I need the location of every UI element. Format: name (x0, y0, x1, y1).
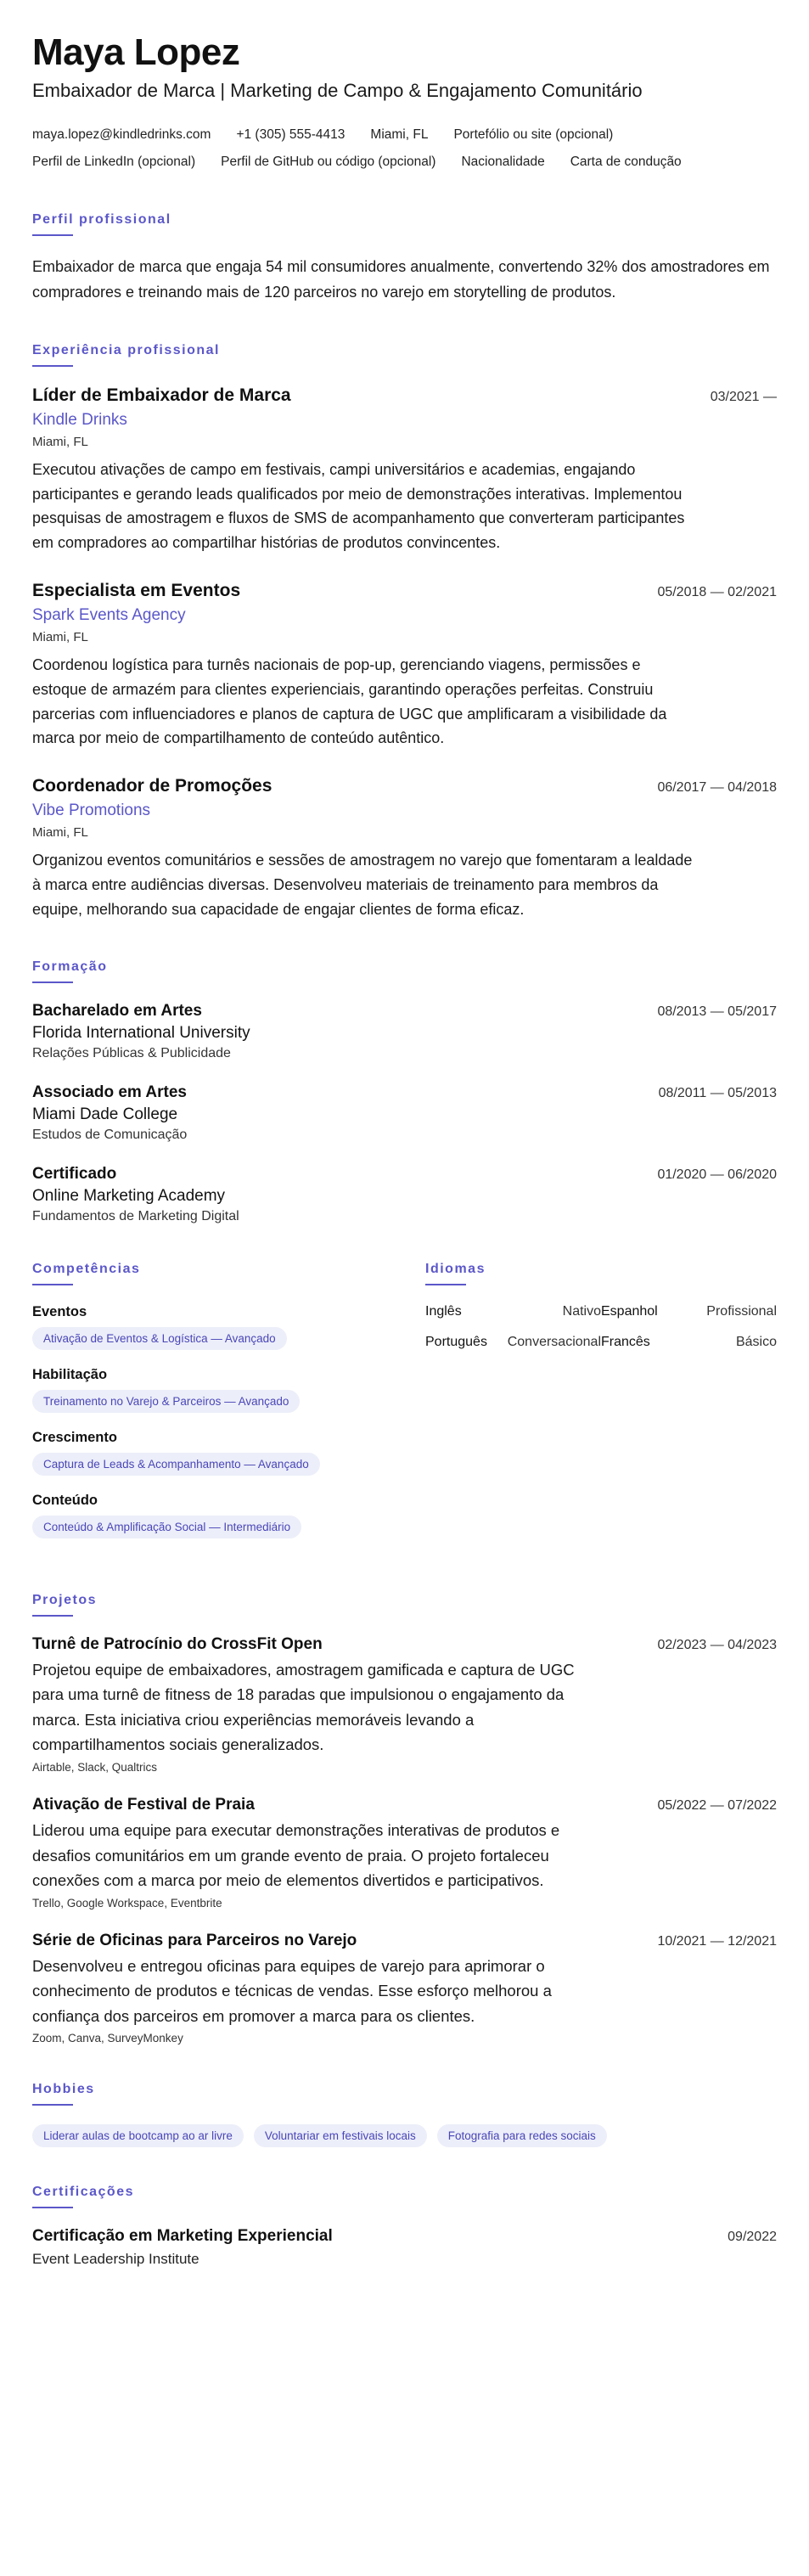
job-location: Miami, FL (32, 629, 88, 644)
project-entry (32, 1796, 777, 1910)
section-title: Idiomas (425, 1261, 486, 1276)
education-entry (32, 1165, 777, 1224)
language-name: Espanhol (601, 1303, 658, 1319)
hobby-chip: Fotografia para redes sociais (437, 2124, 607, 2147)
contact-github[interactable]: Perfil de GitHub ou código (opcional) (221, 155, 436, 170)
skill-chip: Conteúdo & Amplificação Social — Intermediário (32, 1516, 301, 1538)
job-date: 05/2018 — 02/2021 (657, 584, 777, 599)
skill-name: Habilitação (32, 1366, 108, 1382)
skill-group (32, 1493, 425, 1538)
skill-name: Crescimento (32, 1429, 117, 1445)
contact-portfolio[interactable]: Portefólio ou site (opcional) (453, 127, 614, 143)
contact-driving-license: Carta de condução (570, 155, 682, 170)
certification-date: 09/2022 (728, 2230, 777, 2245)
skill-name: Conteúdo (32, 1492, 98, 1508)
section-divider (32, 1284, 73, 1285)
education-date: 08/2013 — 05/2017 (657, 1004, 777, 1019)
contact-nationality: Nacionalidade (461, 155, 545, 170)
summary-text: Embaixador de marca que engaja 54 mil consumidores anualmente, convertendo 32% dos amostradores em compradores e treinando mais de 120 parceiros no varejo em storytelling de produtos. (32, 258, 770, 301)
language-name: Inglês (425, 1303, 462, 1319)
certifications-section (32, 2185, 777, 2268)
job-description: Organizou eventos comunitários e sessões de amostragem no varejo que fomentaram a lealdade à marca entre audiências diversas. Desenvolveu materiais de treinamento para membros da equipe, melhorando sua capacidade de engajar clientes de forma eficaz. (32, 852, 693, 918)
language-level: Nativo (562, 1303, 601, 1319)
hobbies-section (32, 2082, 777, 2147)
project-title: Série de Oficinas para Parceiros no Varejo (32, 1931, 357, 1949)
education-field: Estudos de Comunicação (32, 1127, 188, 1142)
skill-chip: Ativação de Eventos & Logística — Avançado (32, 1327, 287, 1350)
project-date: 02/2023 — 04/2023 (657, 1637, 777, 1652)
job-title: Líder de Embaixador de Marca (32, 385, 291, 405)
section-divider (32, 1615, 73, 1617)
education-degree: Certificado (32, 1164, 117, 1183)
education-date: 01/2020 — 06/2020 (657, 1167, 777, 1182)
hobby-chip: Voluntariar em festivais locais (254, 2124, 427, 2147)
skill-chip: Treinamento no Varejo & Parceiros — Avançado (32, 1390, 300, 1413)
education-school: Miami Dade College (32, 1105, 178, 1123)
skill-name: Eventos (32, 1303, 87, 1319)
languages-section (425, 1262, 777, 1555)
certification-title: Certificação em Marketing Experiencial (32, 2227, 333, 2246)
project-tools: Airtable, Slack, Qualtrics (32, 1760, 158, 1774)
contact-phone[interactable]: +1 (305) 555-4413 (236, 127, 346, 143)
project-title: Turnê de Patrocínio do CrossFit Open (32, 1634, 323, 1653)
project-date: 10/2021 — 12/2021 (657, 1933, 777, 1949)
section-divider (425, 1284, 466, 1285)
job-company[interactable]: Kindle Drinks (32, 410, 127, 429)
job-company[interactable]: Spark Events Agency (32, 605, 186, 624)
language-level: Profissional (706, 1303, 777, 1319)
hobby-chip: Liderar aulas de bootcamp ao ar livre (32, 2124, 244, 2147)
language-level: Conversacional (507, 1334, 601, 1349)
job-entry (32, 385, 777, 555)
section-divider (32, 981, 73, 983)
section-title: Hobbies (32, 2082, 95, 2097)
section-title: Projetos (32, 1592, 98, 1607)
certification-issuer: Event Leadership Institute (32, 2251, 199, 2268)
job-title: Especialista em Eventos (32, 580, 241, 600)
section-title: Competências (32, 1261, 141, 1276)
skill-chip: Captura de Leads & Acompanhamento — Avançado (32, 1453, 320, 1476)
job-entry (32, 581, 777, 751)
education-school: Florida International University (32, 1023, 250, 1042)
job-location: Miami, FL (32, 434, 88, 449)
project-entry (32, 1635, 777, 1774)
experience-section (32, 343, 777, 922)
project-description: Liderou uma equipe para executar demonstrações interativas de produtos e desafios comunitários em um grande evento de praia. O projeto fortaleceu conexões com a marca por meio de elementos divertidos e participativos. (32, 1820, 560, 1890)
project-description: Projetou equipe de embaixadores, amostragem gamificada e captura de UGC para uma turnê de fitness de 18 paradas que impulsionou o engajamento da marca. Esta iniciativa criou experiências memoráveis levando a compartilhamentos sociais generalizados. (32, 1660, 575, 1754)
job-entry (32, 776, 777, 921)
job-location: Miami, FL (32, 825, 88, 841)
skills-section (32, 1262, 425, 1555)
education-degree: Associado em Artes (32, 1083, 187, 1101)
job-title: Coordenador de Promoções (32, 776, 272, 796)
job-date: 03/2021 — (710, 389, 777, 404)
project-entry (32, 1932, 777, 2045)
section-title: Formação (32, 959, 108, 974)
projects-section (32, 1593, 777, 2045)
section-divider (32, 365, 73, 367)
candidate-headline: Embaixador de Marca | Marketing de Campo & Engajamento Comunitário (32, 80, 643, 102)
skill-group (32, 1304, 425, 1350)
section-title: Experiência profissional (32, 342, 220, 357)
languages-grid (425, 1304, 777, 1350)
section-divider (32, 2207, 73, 2208)
resume-header (32, 32, 777, 170)
section-divider (32, 2104, 73, 2106)
project-tools: Trello, Google Workspace, Eventbrite (32, 1896, 222, 1910)
contact-location: Miami, FL (370, 127, 429, 143)
skill-group (32, 1367, 425, 1413)
section-title: Perfil profissional (32, 212, 171, 228)
language-name: Português (425, 1334, 487, 1349)
project-date: 05/2022 — 07/2022 (657, 1797, 777, 1813)
contact-linkedin[interactable]: Perfil de LinkedIn (opcional) (32, 155, 196, 170)
skill-group (32, 1430, 425, 1476)
education-school: Online Marketing Academy (32, 1186, 226, 1205)
education-entry (32, 1083, 777, 1143)
certification-entry (32, 2227, 777, 2268)
job-date: 06/2017 — 04/2018 (657, 780, 777, 796)
job-company[interactable]: Vibe Promotions (32, 801, 151, 820)
hobbies-list (32, 2124, 777, 2147)
summary-section (32, 212, 777, 305)
project-tools: Zoom, Canva, SurveyMonkey (32, 2032, 183, 2045)
language-name: Francês (601, 1334, 650, 1349)
education-date: 08/2011 — 05/2013 (658, 1085, 777, 1100)
education-field: Fundamentos de Marketing Digital (32, 1208, 239, 1223)
language-level: Básico (735, 1334, 777, 1349)
candidate-name: Maya Lopez (32, 31, 240, 73)
education-entry (32, 1002, 777, 1061)
skills-languages-row (32, 1262, 777, 1555)
project-description: Desenvolveu e entregou oficinas para equipes de varejo para aprimorar o conhecimento de produtos e técnicas de vendas. Esse esforço melhorou a confiança dos parceiros em promover a marca para os clientes. (32, 1956, 552, 2025)
contact-email[interactable]: maya.lopez@kindledrinks.com (32, 127, 211, 143)
project-title: Ativação de Festival de Praia (32, 1795, 255, 1814)
job-description: Coordenou logística para turnês nacionais de pop-up, gerenciando viagens, permissões e estoque de armazém para clientes experienciais, garantindo operações perfeitas. Construiu parcerias com influenciadores e planos de captura de UGC que amplificaram a visibilidade da marca por meio de compartilhamento de conteúdo autêntico. (32, 655, 667, 747)
education-degree: Bacharelado em Artes (32, 1001, 202, 1020)
job-description: Executou ativações de campo em festivais, campi universitários e academias, engajando participantes e gerando leads qualificados por meio de demonstrações interativas. Implementou pesquisas de amostragem e fluxos de SMS de acompanhamento que converteram participantes em compradores ao compartilhar histórias de produtos convincentes. (32, 460, 685, 552)
education-section (32, 959, 777, 1224)
contact-info (32, 127, 777, 170)
section-title: Certificações (32, 2185, 134, 2200)
section-divider (32, 234, 73, 236)
education-field: Relações Públicas & Publicidade (32, 1045, 231, 1060)
